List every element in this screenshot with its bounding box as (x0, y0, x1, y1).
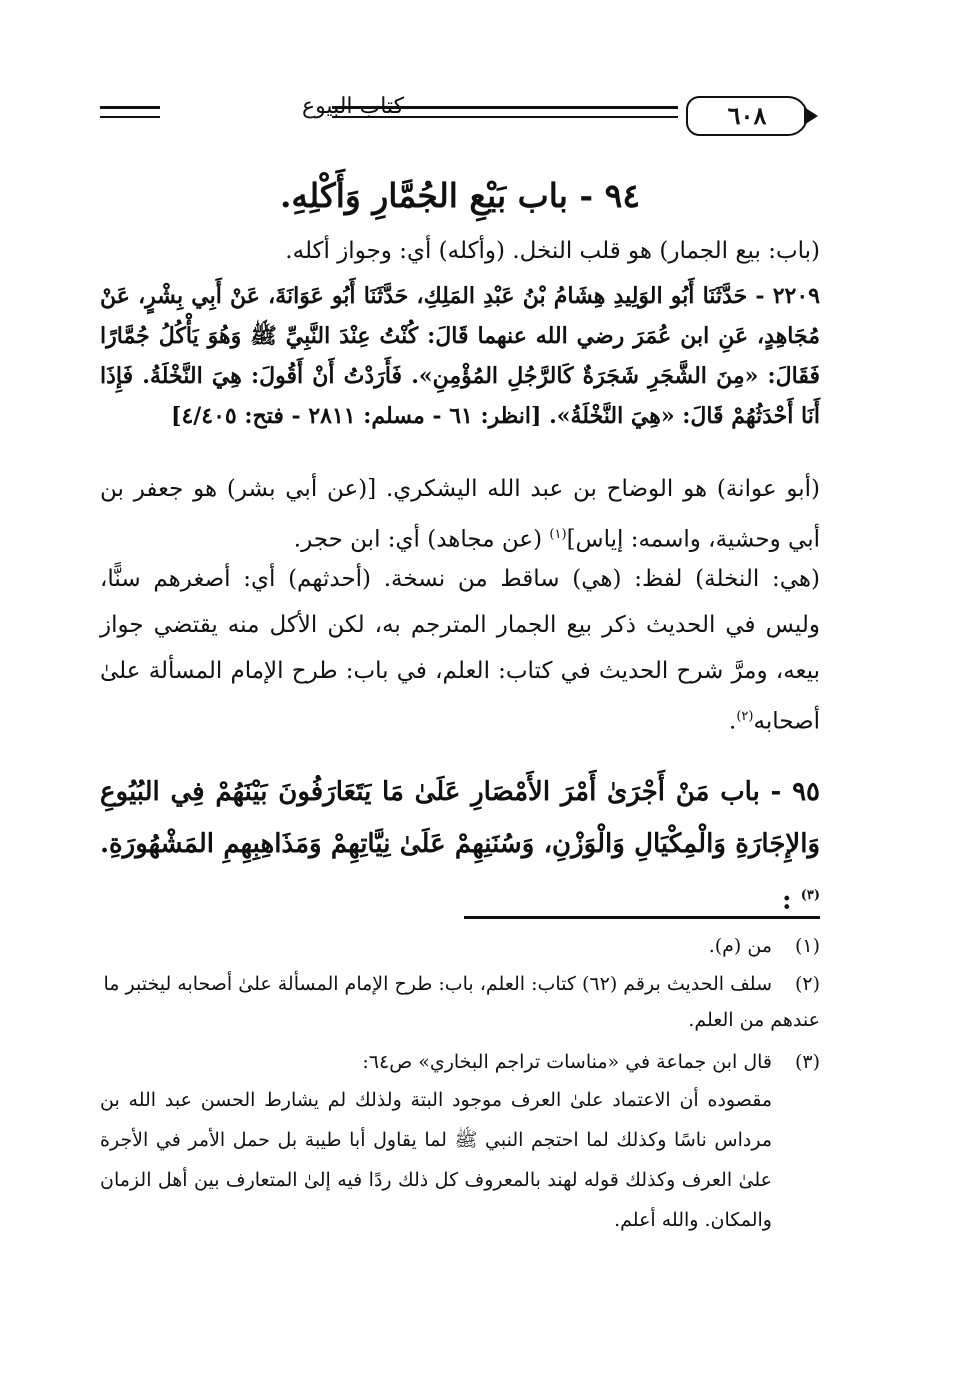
footnote-ref-2: (٢) (736, 709, 754, 724)
chapter-94-heading: ٩٤ - باب بَيْعِ الجُمَّارِ وَأَكْلِهِ. (279, 176, 641, 215)
header-rule-left (100, 106, 160, 109)
page-header (100, 92, 820, 142)
footnote-3-quote: مقصوده أن الاعتماد علىٰ العرف موجود البتة ولذلك لم يشارط الحسن عبد الله بن مرداس ناسًا وكذلك لما احتجم النبي ﷺ لما يقاول أبا طيبة بل حمل الأمر في الأجرة علىٰ العرف وكذلك قوله لهند بالمعروف كل ذلك ردًا فيه إلىٰ المتعارف بين أهل الزمان والمكان. والله أعلم. (100, 1089, 772, 1231)
commentary-1-text: (أبو عوانة) هو الوضاح بن عبد الله اليشكري. [(عن أبي بشر) هو جعفر بن أبي وحشية، واسمه: إياس] (100, 476, 820, 553)
footnote-3-number: (٣) (794, 1051, 820, 1073)
footnote-separator (464, 916, 820, 919)
footnote-ref-3: (٣) (800, 888, 820, 903)
footnote-2 (100, 966, 820, 1038)
page-number: ٦٠٨ (686, 96, 808, 136)
header-rule-middle-2 (332, 116, 678, 118)
footnote-ref-1: (١) (549, 527, 567, 542)
commentary-2-end: . (729, 708, 737, 735)
commentary-2 (100, 556, 820, 745)
chapter-95-heading-end: : (782, 885, 801, 916)
footnote-2-text: سلف الحديث برقم (٦٢) كتاب: العلم، باب: طرح الإمام المسألة علىٰ أصحابه ليختبر ما عندهم من العلم. (103, 973, 820, 1031)
commentary-1 (100, 466, 820, 563)
chapter-94-intro: (باب: بيع الجمار) هو قلب النخل. (وأكله) أي: وجواز أكله. (285, 238, 820, 264)
footnote-1 (100, 928, 820, 964)
chapter-95-heading-text: ٩٥ - باب مَنْ أَجْرَىٰ أَمْرَ الأَمْصَارِ عَلَىٰ مَا يَتَعَارَفُونَ بَيْنَهُمْ فِي البُيُوعِ وَالإِجَارَةِ وَالْمِكْيَالِ وَالْوَزْنِ، وَسُنَنِهِمْ عَلَىٰ نِيَّاتِهِمْ وَمَذَاهِبِهِمِ المَشْهُورَةِ. (100, 777, 820, 859)
running-title: كتاب البيوع (301, 94, 405, 119)
footnote-3-text: قال ابن جماعة في «مناسات تراجم البخاري» ص٦٤: (362, 1051, 772, 1073)
chapter-95-heading (100, 766, 820, 927)
footnote-2-number: (٢) (794, 973, 820, 995)
commentary-1-end: (عن مجاهد) أي: ابن حجر. (293, 526, 550, 553)
commentary-2-text: (هي: النخلة) لفظ: (هي) ساقط من نسخة. (أحدثهم) أي: أصغرهم سنًّا، وليس في الحديث ذكر بيع الجمار المترجم به، لكن الأكل منه يقتضي جواز بيعه، ومرَّ شرح الحديث في كتاب: العلم، في باب: طرح الإمام المسألة علىٰ أصحابه (100, 566, 820, 735)
footnote-1-text: من (م). (708, 935, 772, 957)
footnote-3 (100, 1044, 820, 1240)
header-rule-middle (332, 106, 678, 109)
footnote-1-number: (١) (794, 935, 820, 957)
header-rule-left-2 (100, 116, 160, 118)
hadith-2209: ٢٢٠٩ - حَدَّثَنَا أَبُو الوَلِيدِ هِشَامُ بْنُ عَبْدِ المَلِكِ، حَدَّثَنَا أَبُو عَوَانَةَ، عَنْ أَبِي بِشْرٍ، عَنْ مُجَاهِدٍ، عَنِ ابن عُمَرَ رضي الله عنهما قَالَ: كُنْتُ عِنْدَ النَّبِيِّ ﷺ وَهُوَ يَأْكُلُ جُمَّارًا فَقَالَ: «مِنَ الشَّجَرِ شَجَرَةٌ كَالرَّجُلِ المُؤْمِنِ». فَأَرَدْتُ أَنْ أَقُولَ: هِيَ النَّخْلَةُ. فَإِذَا أَنَا أَحْدَثُهُمْ قَالَ: «هِيَ النَّخْلَةُ». [انظر: ٦١ - مسلم: ٢٨١١ - فتح: ٤/٤٠٥] (100, 283, 820, 429)
